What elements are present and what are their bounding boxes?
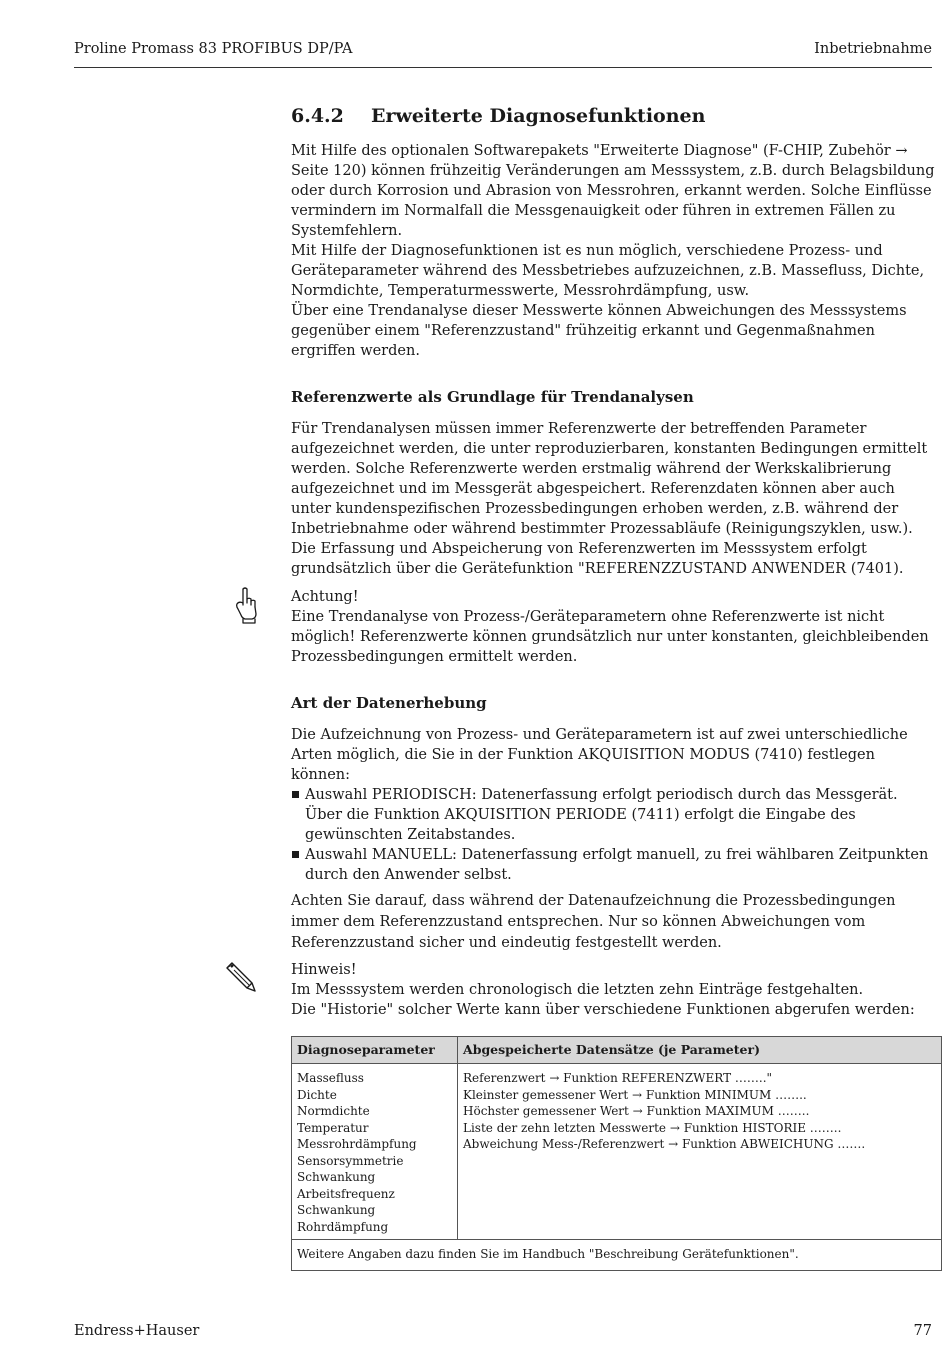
list-item: Auswahl MANUELL: Datenerfassung erfolgt manuell, zu frei wählbaren Zeitpunkten durch den Anwender selbst. <box>291 845 936 885</box>
parameter-item: Normdichte <box>297 1104 370 1118</box>
running-header-title: Proline Promass 83 PROFIBUS DP/PA <box>74 41 353 57</box>
footer-brand: Endress+Hauser <box>74 1323 200 1339</box>
hint-line-2: Die "Historie" solcher Werte kann über verschiedene Funktionen abgerufen werden: <box>291 1002 915 1018</box>
subheading-datenerhebung: Art der Datenerhebung <box>291 694 487 712</box>
record-item: Liste der zehn letzten Messwerte → Funktion HISTORIE …….. <box>463 1120 842 1135</box>
section-title: Erweiterte Diagnosefunktionen <box>371 105 706 127</box>
caution-title: Achtung! <box>291 589 359 605</box>
referenz-paragraph-1: Für Trendanalysen müssen immer Referenzwerte der betreffenden Parameter aufgezeichnet werden, die unter reproduzierbaren, konstanten Bedingungen ermittelt werden. Solche Referenzwerte werden erstmalig während der Werkskalibrierung aufgezeichnet und im Messgerät abgespeichert. Referenzdaten können aber auch unter kundenspezifischen Prozessbedingungen erhoben werden, z.B. während der Inbetriebnahme oder während bestimmter Prozessabläufe (Reinigungszyklen, usw.). <box>291 421 928 537</box>
bullet-square-icon <box>292 851 299 858</box>
table-header-row <box>292 1037 942 1064</box>
parameter-item: Schwankung Rohrdämpfung <box>297 1203 389 1234</box>
caution-text: Eine Trendanalyse von Prozess-/Geräteparametern ohne Referenzwerte ist nicht möglich! Referenzwerte können grundsätzlich nur unter konstanten, gleichbleibenden Prozessbedingungen ermittelt werden. <box>291 609 929 665</box>
hint-note <box>291 960 936 1020</box>
list-item: Auswahl PERIODISCH: Datenerfassung erfolgt periodisch durch das Messgerät. Über die Funktion AKQUISITION PERIODE (7411) erfolgt die Eingabe des gewünschten Zeitabstandes. <box>291 785 936 845</box>
caution-hand-icon <box>227 585 267 625</box>
record-item: Kleinster gemessener Wert → Funktion MINIMUM …….. <box>463 1087 807 1102</box>
column-header-parameter: Diagnoseparameter <box>292 1037 458 1064</box>
parameter-item: Messrohrdämpfung <box>297 1137 417 1151</box>
header-divider <box>74 67 932 68</box>
record-item: Referenzwert → Funktion REFERENZWERT …….." <box>463 1071 773 1085</box>
bullet-square-icon <box>292 791 299 798</box>
parameter-list-cell <box>292 1064 458 1240</box>
diagnostics-table <box>291 1036 942 1271</box>
running-header-chapter: Inbetriebnahme <box>814 41 932 57</box>
page-number: 77 <box>913 1323 932 1339</box>
record-item: Höchster gemessener Wert → Funktion MAXIMUM …….. <box>463 1104 810 1118</box>
intro-paragraph-3: Über eine Trendanalyse dieser Messwerte können Abweichungen des Messsystems gegenüber einem "Referenzzustand" frühzeitig erkannt und Gegenmaßnahmen ergriffen werden. <box>291 303 907 359</box>
parameter-item: Schwankung Arbeitsfrequenz <box>297 1170 395 1201</box>
parameter-item: Massefluss <box>297 1071 364 1085</box>
page-content <box>291 104 936 1271</box>
datenerhebung-advice: Achten Sie darauf, dass während der Datenaufzeichnung die Prozessbedingungen immer dem Referenzzustand entsprechen. Nur so können Abweichungen vom Referenzzustand sicher und eindeutig festgestellt werden. <box>291 893 896 951</box>
table-footer-row <box>292 1240 942 1271</box>
hint-title: Hinweis! <box>291 962 357 978</box>
intro-paragraph-1: Mit Hilfe des optionalen Softwarepakets "Erweiterte Diagnose" (F-CHIP, Zubehör → Seite 120) können frühzeitig Veränderungen am Messsystem, z.B. durch Belagsbildung oder durch Korrosion und Abrasion von Messrohren, erkannt werden. Solche Einflüsse vermindern im Normalfall die Messgenauigkeit oder führen in extremen Fällen zu Systemfehlern. <box>291 143 935 239</box>
referenz-paragraph-2: Die Erfassung und Abspeicherung von Referenzwerten im Messsystem erfolgt grundsätzlich über die Gerätefunktion "REFERENZZUSTAND ANWENDER (7401). <box>291 541 904 577</box>
table-footnote: Weitere Angaben dazu finden Sie im Handbuch "Beschreibung Gerätefunktionen". <box>292 1240 942 1271</box>
column-header-records: Abgespeicherte Datensätze (je Parameter) <box>458 1037 942 1064</box>
pencil-note-icon <box>221 960 261 1000</box>
section-heading <box>291 104 936 128</box>
acquisition-mode-list <box>291 785 936 885</box>
section-number: 6.4.2 <box>291 105 344 127</box>
table-row <box>292 1064 942 1240</box>
intro-paragraph-2: Mit Hilfe der Diagnosefunktionen ist es nun möglich, verschiedene Prozess- und Geräteparameter während des Messbetriebes aufzuzeichnen, z.B. Massefluss, Dichte, Normdichte, Temperaturmesswerte, Messrohrdämpfung, usw. <box>291 243 925 299</box>
datenerhebung-intro: Die Aufzeichnung von Prozess- und Geräteparametern ist auf zwei unterschiedliche Arten möglich, die Sie in der Funktion AKQUISITION MODUS (7410) festlegen können: <box>291 727 908 783</box>
parameter-item: Temperatur <box>297 1120 369 1135</box>
parameter-item: Dichte <box>297 1087 337 1102</box>
parameter-item: Sensorsymmetrie <box>297 1153 404 1168</box>
records-list-cell <box>458 1064 942 1240</box>
caution-note <box>291 587 936 667</box>
hint-line-1: Im Messsystem werden chronologisch die letzten zehn Einträge festgehalten. <box>291 982 864 998</box>
subheading-referenzwerte: Referenzwerte als Grundlage für Trendanalysen <box>291 388 694 406</box>
record-item: Abweichung Mess-/Referenzwert → Funktion ABWEICHUNG ……. <box>463 1137 866 1151</box>
